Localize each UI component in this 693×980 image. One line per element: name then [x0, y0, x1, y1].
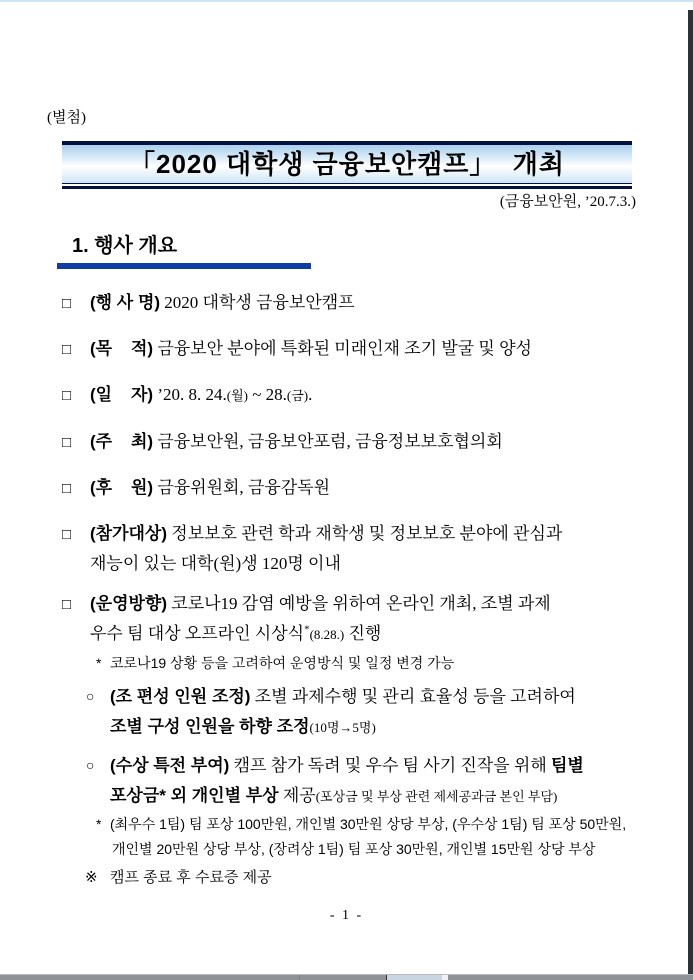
doc-item — [62, 589, 643, 650]
doc-line — [62, 751, 643, 781]
text-segment: (행 사 명) — [90, 293, 161, 312]
doc-line — [62, 334, 643, 364]
doc-line — [62, 473, 643, 503]
square-bullet: □ — [62, 597, 72, 613]
text-segment: 개인별 20만원 상당 부상, (장려상 1팀) 팀 포상 30만원, 개인별 15만원 상당 부상 — [112, 841, 596, 857]
banner-underline — [62, 186, 632, 189]
square-bullet: □ — [62, 296, 72, 312]
circle-bullet: ○ — [86, 690, 95, 705]
square-bullet: □ — [62, 481, 72, 497]
doc-item — [62, 427, 643, 457]
doc-item — [62, 682, 643, 743]
text-segment: 금융보안 분야에 특화된 미래인재 조기 발굴 및 양성 — [153, 339, 532, 358]
text-segment: 금융위원회, 금융감독원 — [153, 478, 331, 497]
text-segment: 조별 구성 인원을 하향 조정 — [110, 717, 310, 736]
attachment-tag: (별첨) — [47, 110, 86, 126]
source-line: (금융보안원, ’20.7.3.) — [499, 194, 636, 210]
text-segment: 조별 과제수행 및 관리 효율성 등을 고려하여 — [250, 687, 576, 706]
doc-line — [62, 380, 643, 411]
text-segment: 코로나19 상황 등을 고려하여 운영방식 및 일정 변경 가능 — [110, 655, 455, 671]
doc-item — [62, 473, 643, 503]
doc-item — [62, 334, 643, 364]
text-segment: 2020 대학생 금융보안캠프 — [160, 293, 355, 312]
circle-bullet: ○ — [86, 759, 95, 774]
doc-item — [62, 866, 643, 890]
doc-line — [62, 866, 643, 890]
section-heading: 1. 행사 개요 — [57, 229, 311, 269]
text-segment: 정보보호 관련 학과 재학생 및 정보보호 분야에 관심과 — [167, 524, 563, 543]
doc-line — [62, 549, 643, 579]
asterisk-marker: * — [96, 655, 102, 671]
text-segment: 팀별 — [551, 756, 584, 775]
text-segment: (후 원) — [90, 478, 154, 497]
page-number: - 1 - — [329, 908, 364, 923]
text-segment: * — [304, 623, 310, 636]
taskbar-segment-divider — [299, 975, 300, 980]
doc-line — [62, 619, 643, 650]
text-segment: (포상금 및 부상 관련 제세공과금 본인 부담) — [315, 789, 558, 804]
text-segment: (주 최) — [90, 432, 154, 451]
doc-item — [62, 812, 643, 862]
taskbar-segment-blue — [386, 975, 443, 980]
text-segment: ~ 28. — [247, 385, 287, 404]
square-bullet: □ — [62, 342, 72, 358]
doc-line — [62, 812, 643, 837]
doc-item — [62, 380, 643, 411]
text-segment: (월) — [226, 388, 248, 403]
text-segment: 금융보안원, 금융보안포럼, 금융정보보호협의회 — [153, 432, 503, 451]
doc-line — [62, 652, 643, 674]
doc-line — [62, 712, 643, 743]
text-segment: (10명→5명) — [309, 720, 376, 735]
text-segment: (최우수 1팀) 팀 포상 100만원, 개인별 30만원 상당 부상, (우수상 1팀) 팀 포상 50만원, — [110, 816, 627, 832]
doc-line — [62, 682, 643, 712]
document-body — [62, 288, 643, 890]
doc-line — [62, 288, 643, 318]
document-title: 「2020 대학생 금융보안캠프」 개최 — [62, 141, 632, 184]
doc-item — [62, 288, 643, 318]
text-segment: 재능이 있는 대학(원)생 120명 이내 — [90, 554, 341, 573]
doc-line — [62, 427, 643, 457]
text-segment: (수상 특전 부여) — [110, 756, 230, 775]
text-segment: 포상금* 외 개인별 부상 — [110, 786, 279, 805]
text-segment: 코로나19 감염 예방을 위하여 온라인 개최, 조별 과제 — [167, 594, 551, 613]
doc-line — [62, 519, 643, 549]
title-banner — [62, 141, 632, 189]
window-top-edge — [0, 0, 693, 2]
square-bullet: □ — [62, 435, 72, 451]
text-segment: 우수 팀 대상 오프라인 시상식 — [90, 624, 305, 643]
text-segment: (일 자) — [90, 385, 154, 404]
text-segment: 캠프 참가 독려 및 우수 팀 사기 진작을 위해 — [229, 756, 551, 775]
doc-item — [62, 751, 643, 812]
square-bullet: □ — [62, 388, 72, 404]
text-segment: 제공 — [278, 786, 316, 805]
text-segment: 진행 — [344, 624, 382, 643]
doc-item — [62, 652, 643, 674]
text-segment: (8.28.) — [309, 627, 345, 642]
text-segment: . — [308, 385, 313, 404]
doc-line — [62, 589, 643, 619]
doc-line — [62, 781, 643, 812]
square-bullet: □ — [62, 527, 72, 543]
reference-mark: ※ — [85, 869, 98, 886]
text-segment: (운영방향) — [90, 594, 168, 613]
doc-item — [62, 519, 643, 579]
text-segment: 캠프 종료 후 수료증 제공 — [110, 869, 272, 886]
window-edge-bar — [688, 10, 693, 975]
text-segment: (목 적) — [90, 339, 154, 358]
text-segment: (참가대상) — [90, 524, 168, 543]
text-segment: (금) — [286, 388, 309, 403]
text-segment: (조 편성 인원 조정) — [110, 687, 251, 706]
taskbar-segment-white — [442, 975, 448, 980]
doc-line — [62, 837, 643, 862]
taskbar-edge-strip — [0, 974, 693, 980]
asterisk-marker: * — [96, 816, 102, 832]
text-segment: ’20. 8. 24. — [153, 385, 227, 404]
